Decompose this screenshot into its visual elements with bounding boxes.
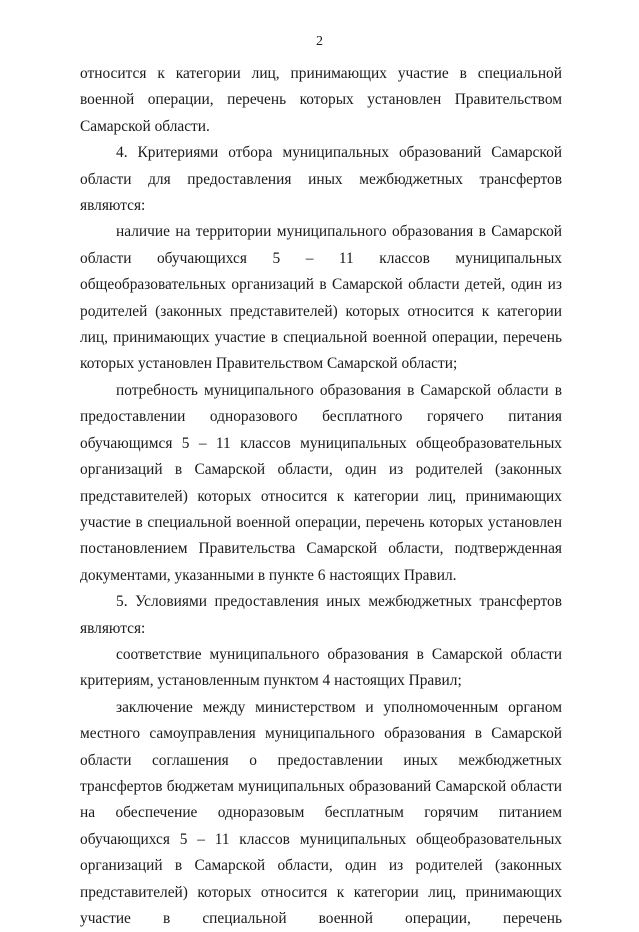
page-number: 2 <box>316 34 323 49</box>
paragraph-criterion-presence: наличие на территории муниципального образования в Самарской области обучающихся 5 – 11 классов муниципальных общеобразовательных организаций в Самарской области детей, один из родителей (законных представителей) которых относится к категории лиц, принимающих участие в специальной военной операции, перечень которых установлен Правительством Самарской области; <box>80 223 562 373</box>
paragraph-condition-compliance: соответствие муниципального образования в Самарской области критериям, установленным пунктом 4 настоящих Правил; <box>80 645 562 690</box>
paragraph-condition-agreement: заключение между министерством и уполномоченным органом местного самоуправления муниципального образования в Самарской области соглашения о предоставлении иных межбюджетных трансфертов бюджетам муниципальных образований Самарской области на обеспечение одноразовым бесплатным горячим питанием обучающихся 5 – 11 классов муниципальных общеобразовательных организаций в Самарской области, один из родителей (законных представителей) которых относится к категории лиц, принимающих участие в специальной военной операции, перечень <box>80 698 562 927</box>
paragraph-item-4: 4. Критериями отбора муниципальных образований Самарской области для предоставления иных межбюджетных трансфертов являются: <box>80 144 562 215</box>
paragraph-criterion-need: потребность муниципального образования в Самарской области в предоставлении одноразового бесплатного горячего питания обучающимся 5 – 11 классов муниципальных общеобразовательных организаций в Самарской области, один из родителей (законных представителей) которых относится к категории лиц, принимающих участие в специальной военной операции, перечень которых установлен постановлением Правительства Самарской области, подтвержденная документами, указанными в пункте 6 настоящих Правил. <box>80 381 562 584</box>
document-body <box>80 61 562 932</box>
paragraph-item-5: 5. Условиями предоставления иных межбюджетных трансфертов являются: <box>80 593 562 637</box>
paragraph-continuation: относится к категории лиц, принимающих участие в специальной военной операции, перечень которых установлен Правительством Самарской области. <box>80 65 562 135</box>
